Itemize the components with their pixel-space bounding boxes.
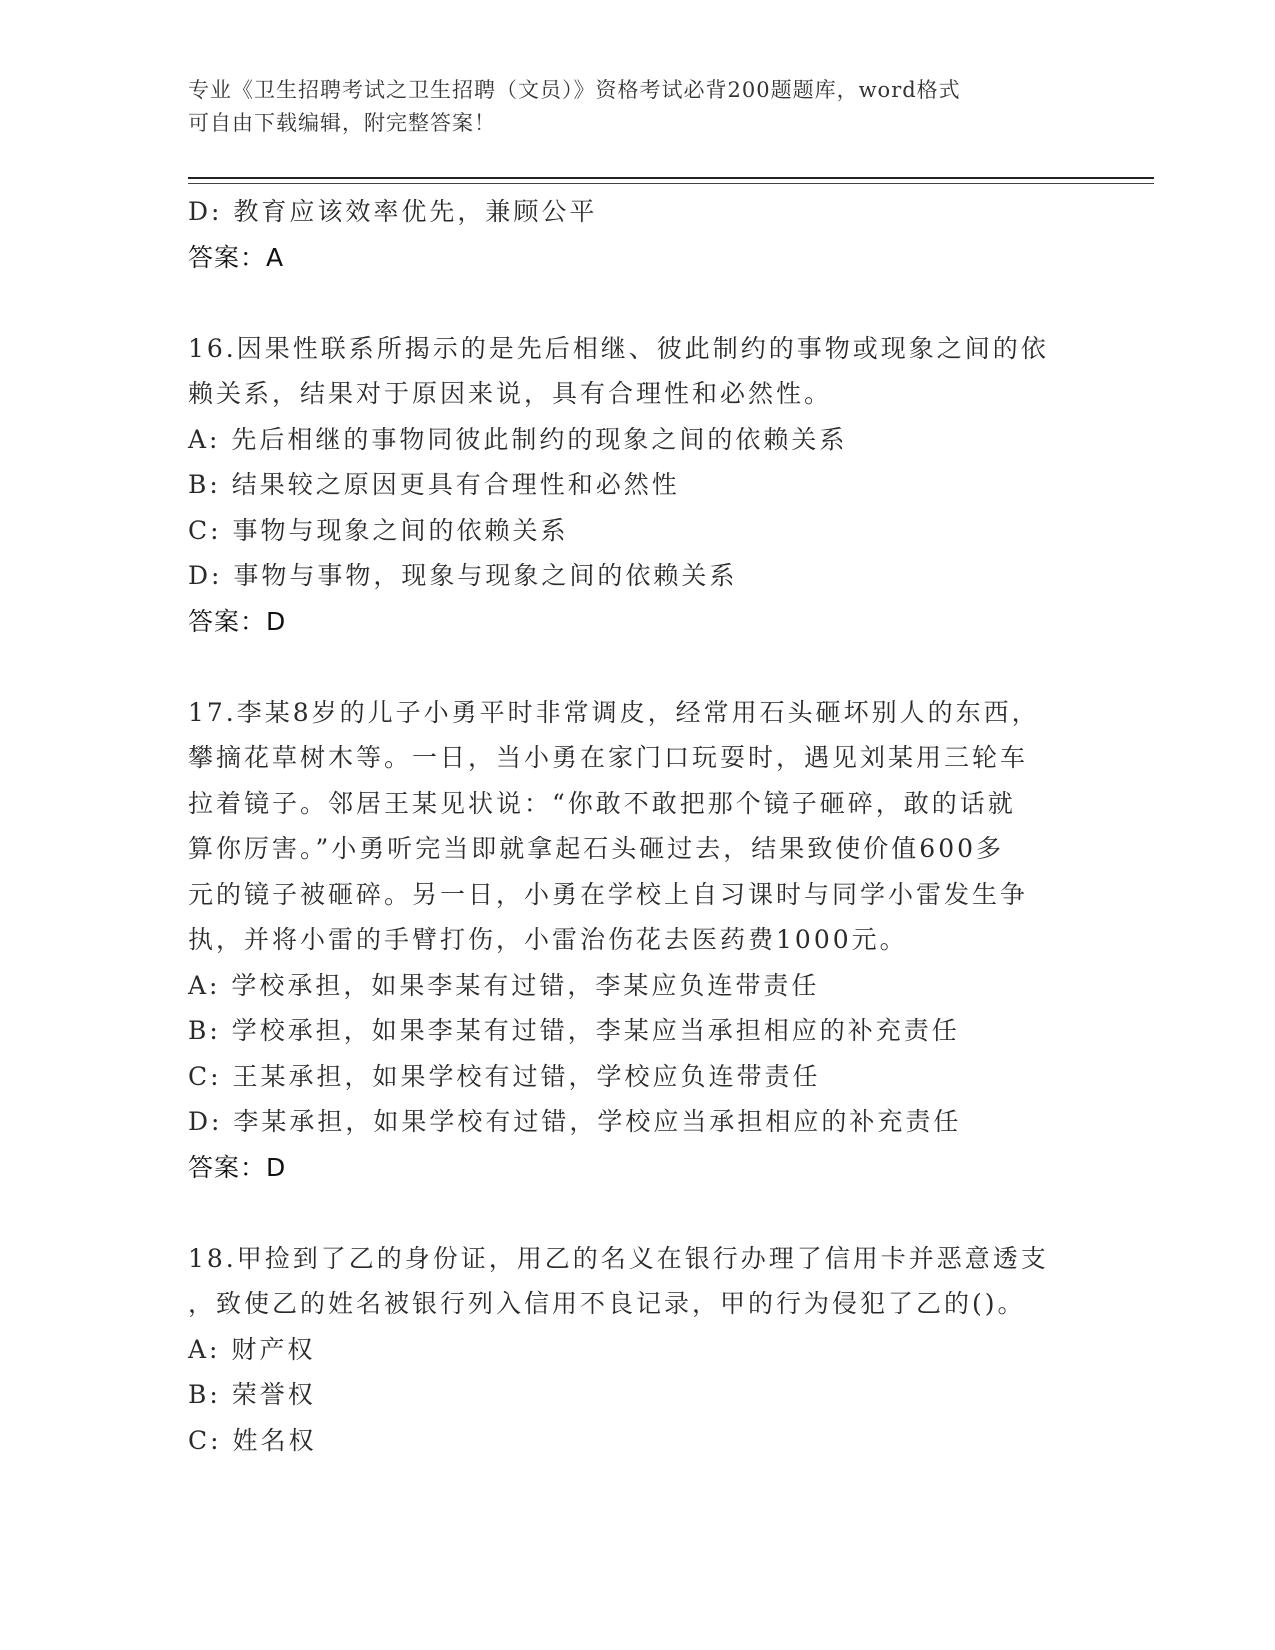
q17-stem-line: 攀摘花草树木等。一日，当小勇在家门口玩耍时，遇见刘某用三轮车 bbox=[188, 743, 1029, 772]
q18-option-c: C: 姓名权 bbox=[188, 1425, 317, 1455]
q18-stem-line: ，致使乙的姓名被银行列入信用不良记录，甲的行为侵犯了乙的()。 bbox=[188, 1289, 1026, 1318]
question-17 bbox=[188, 690, 1088, 1191]
q17-option-d: D: 李某承担，如果学校有过错，学校应当承担相应的补充责任 bbox=[188, 1107, 962, 1136]
q15-answer: 答案：A bbox=[188, 242, 285, 272]
header-divider-thick bbox=[188, 177, 1154, 179]
q17-stem-line: 元的镜子被砸碎。另一日，小勇在学校上自习课时与同学小雷发生争 bbox=[188, 879, 1029, 909]
q17-option-b: B: 学校承担，如果李某有过错，李某应当承担相应的补充责任 bbox=[188, 1016, 960, 1045]
q17-stem-line: 执，并将小雷的手臂打伤，小雷治伤花去医药费1000元。 bbox=[188, 925, 908, 954]
q16-option-b: B: 结果较之原因更具有合理性和必然性 bbox=[188, 470, 680, 499]
q16-option-a: A: 先后相继的事物同彼此制约的现象之间的依赖关系 bbox=[188, 424, 848, 454]
spacer bbox=[188, 1190, 1088, 1236]
q17-answer: 答案：D bbox=[188, 1152, 287, 1182]
q16-answer: 答案：D bbox=[188, 606, 287, 636]
spacer bbox=[188, 644, 1088, 690]
question-18 bbox=[188, 1236, 1088, 1464]
header-divider-thin bbox=[188, 183, 1154, 184]
q17-stem-line: 拉着镜子。邻居王某见状说：“你敢不敢把那个镜子砸碎，敢的话就 bbox=[188, 788, 1016, 818]
q16-option-c: C: 事物与现象之间的依赖关系 bbox=[188, 515, 569, 545]
q17-stem-line: 算你厉害。”小勇听完当即就拿起石头砸过去，结果致使价值600多 bbox=[188, 834, 1005, 863]
q18-option-b: B: 荣誉权 bbox=[188, 1380, 316, 1409]
q18-stem-line: 18.甲捡到了乙的身份证，用乙的名义在银行办理了信用卡并恶意透支 bbox=[188, 1243, 1049, 1273]
document-body bbox=[188, 189, 1088, 1463]
question-16 bbox=[188, 326, 1088, 645]
spacer bbox=[188, 280, 1088, 326]
document-header bbox=[188, 74, 1088, 140]
q15-option-d: D: 教育应该效率优先，兼顾公平 bbox=[188, 197, 598, 226]
q16-option-d: D: 事物与事物，现象与现象之间的依赖关系 bbox=[188, 561, 738, 590]
question-15-tail bbox=[188, 189, 1088, 280]
q16-stem-line: 16.因果性联系所揭示的是先后相继、彼此制约的事物或现象之间的依 bbox=[188, 333, 1049, 363]
header-line-2: 可自由下载编辑，附完整答案！ bbox=[188, 111, 496, 135]
q16-stem-line: 赖关系，结果对于原因来说，具有合理性和必然性。 bbox=[188, 379, 833, 408]
header-line-1: 专业《卫生招聘考试之卫生招聘（文员）》资格考试必背200题题库，word格式 bbox=[188, 78, 961, 102]
q18-option-a: A: 财产权 bbox=[188, 1334, 316, 1364]
q17-stem-line: 17.李某8岁的儿子小勇平时非常调皮，经常用石头砸坏别人的东西， bbox=[188, 697, 1040, 727]
q17-option-a: A: 学校承担，如果李某有过错，李某应负连带责任 bbox=[188, 970, 820, 1000]
q17-option-c: C: 王某承担，如果学校有过错，学校应负连带责任 bbox=[188, 1061, 821, 1091]
